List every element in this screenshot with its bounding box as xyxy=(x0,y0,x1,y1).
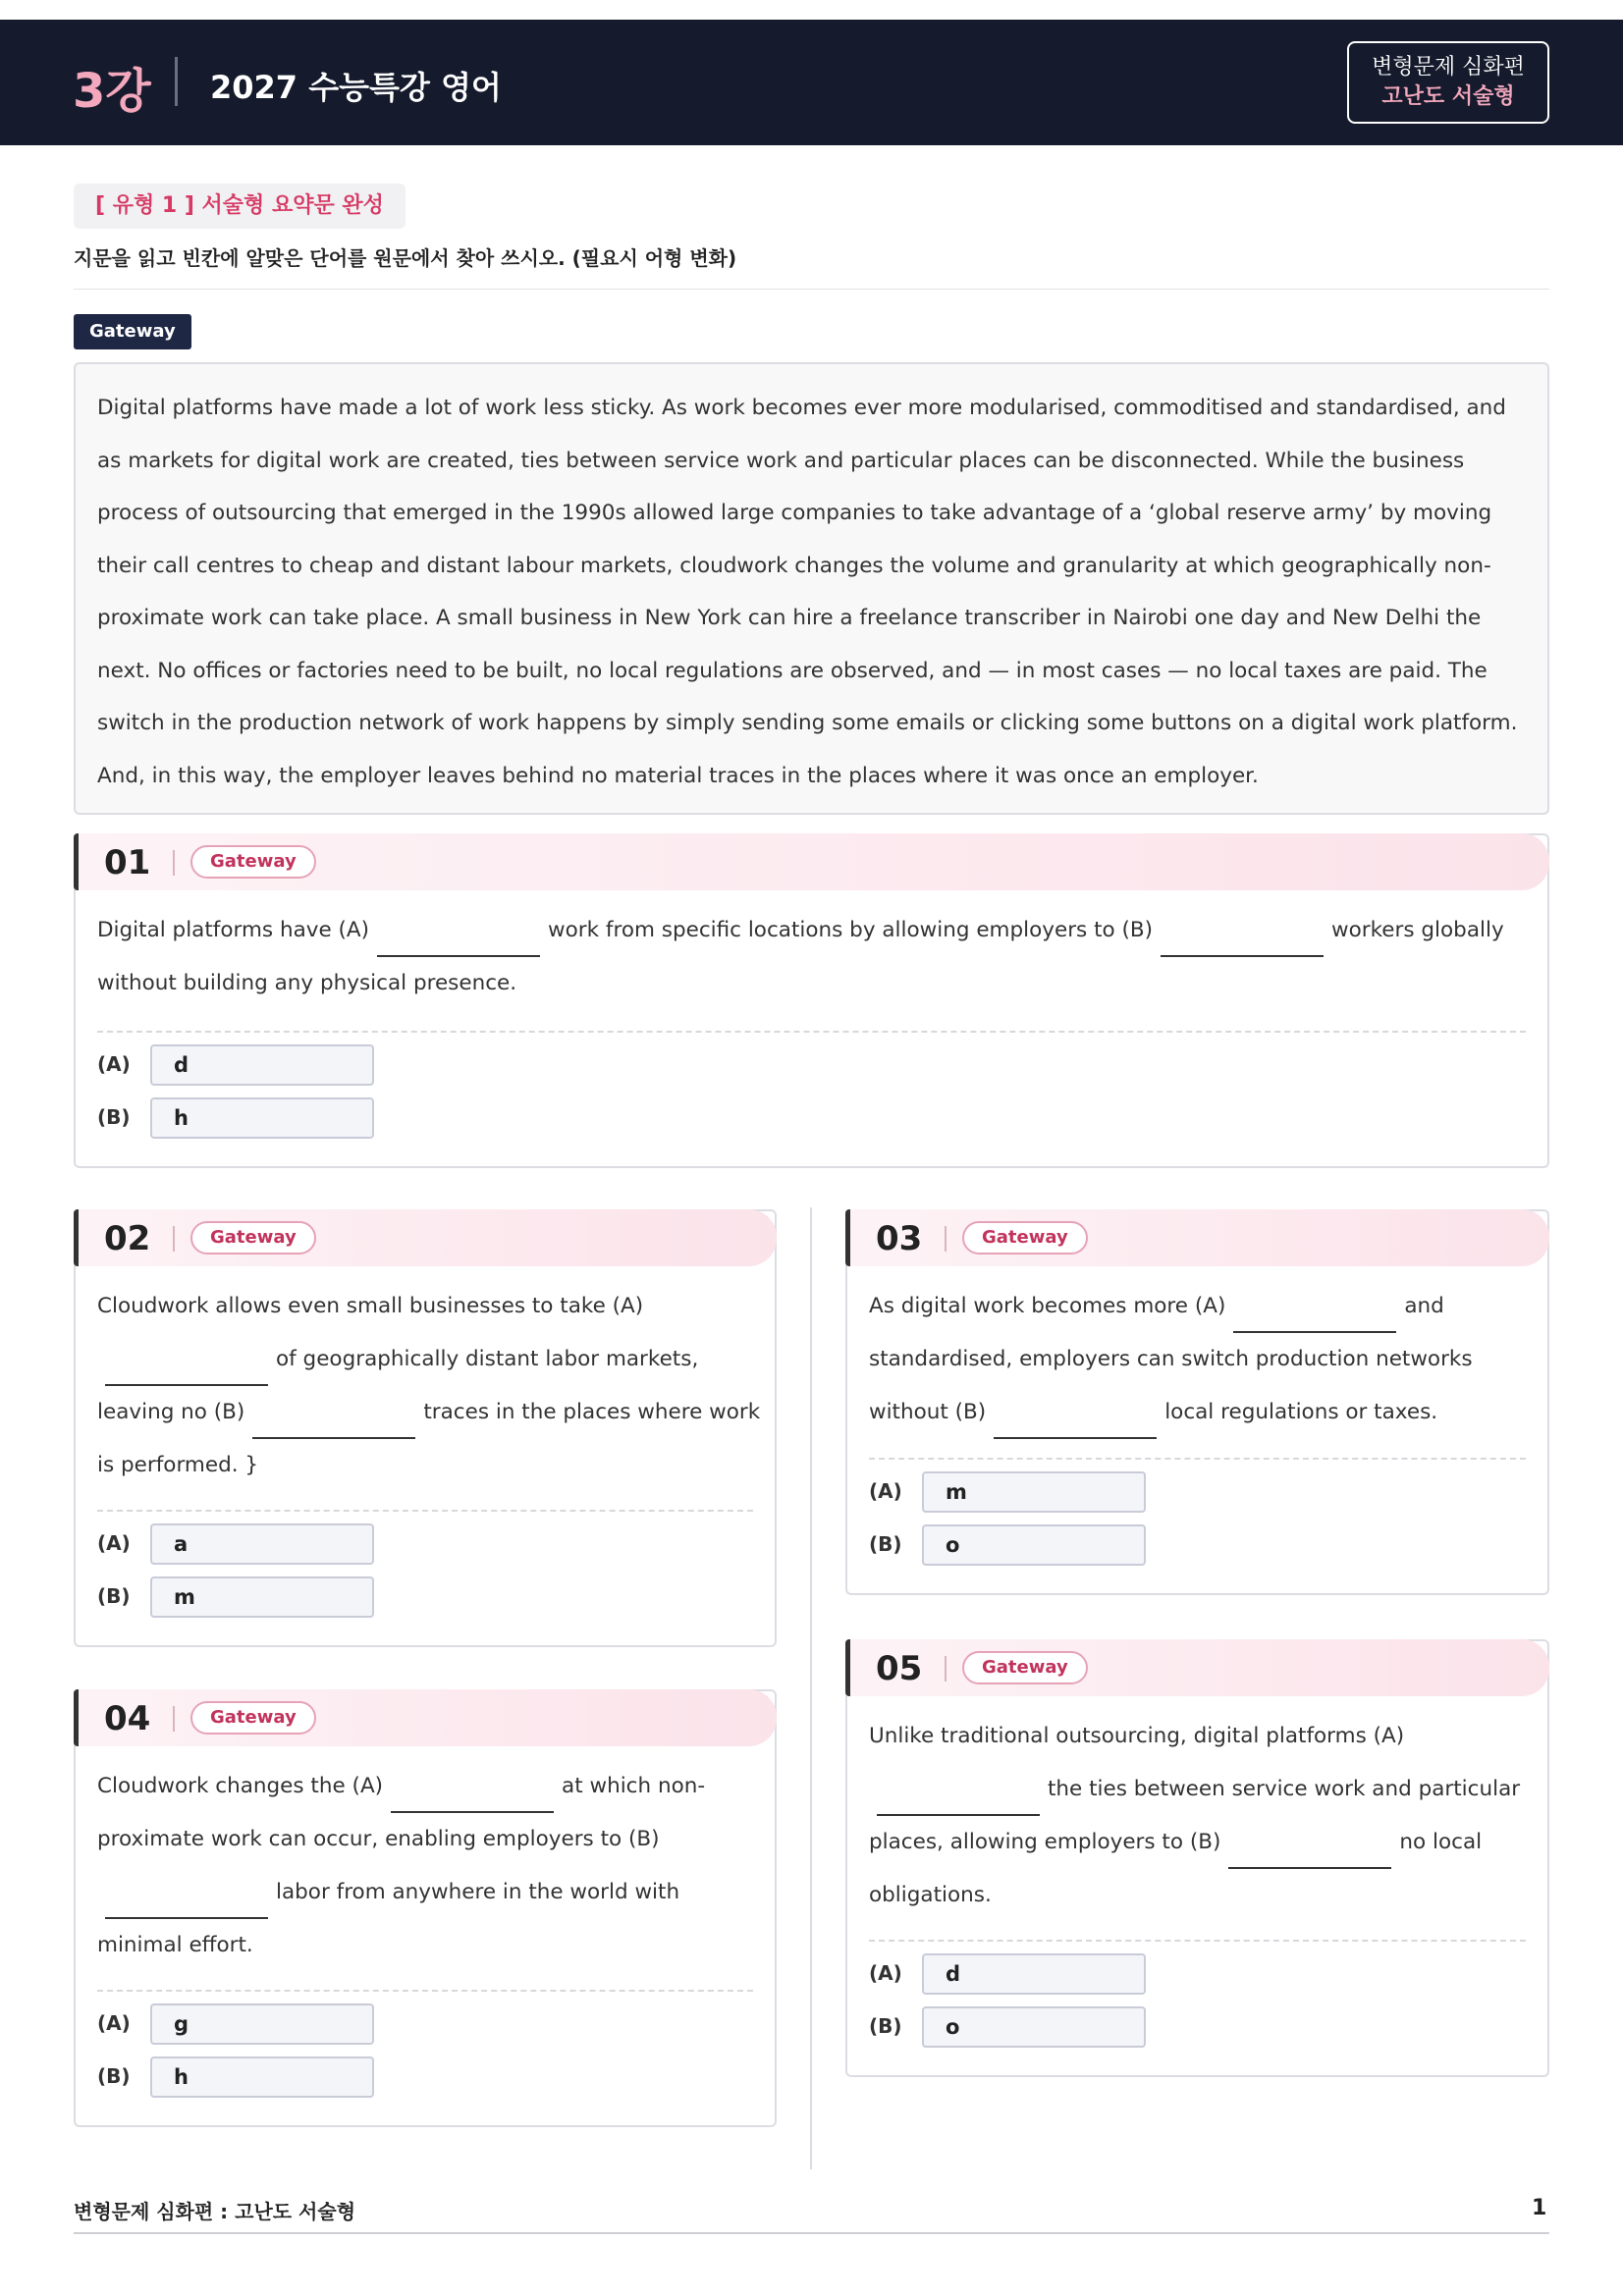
instruction-divider xyxy=(74,289,1549,290)
answer-label-b: (B) xyxy=(97,1584,131,1608)
question-divider xyxy=(945,1226,947,1252)
summary-sentence: Cloudwork allows even small businesses to take (A)of geographically distant labor markets, leaving no (B) traces in the places where work is performed. } xyxy=(97,1294,761,1477)
footer-title: 변형문제 심화편 : 고난도 서술형 xyxy=(74,2200,356,2223)
blank-a xyxy=(377,916,540,957)
answer-label-a: (A) xyxy=(869,1479,902,1503)
summary-sentence xyxy=(97,904,1531,1010)
question-source-tag: Gateway xyxy=(190,845,316,879)
question-divider xyxy=(173,850,175,876)
edition-badge xyxy=(1347,41,1549,124)
question-divider xyxy=(945,1656,947,1682)
answer-label-b: (B) xyxy=(869,2014,902,2038)
answer-label-a: (A) xyxy=(869,1961,902,1985)
summary-text-part1: As digital work becomes more (A) xyxy=(869,1294,1226,1318)
summary-sentence xyxy=(869,1710,1533,1922)
question-card-04 xyxy=(74,1689,777,2127)
answer-divider xyxy=(869,1940,1526,1942)
summary-text-part2: work from specific locations by allowing employers to (B) xyxy=(548,918,1154,942)
summary-text-part3: no local obligations. xyxy=(869,1830,1483,1907)
question-card-01 xyxy=(74,833,1549,1168)
question-type-label: [ 유형 1 ] 서술형 요약문 완성 xyxy=(74,184,406,229)
page-number: 1 xyxy=(1532,2196,1547,2220)
answer-input-b[interactable]: m xyxy=(150,1576,374,1618)
answer-input-a[interactable]: d xyxy=(150,1044,374,1086)
question-number: 02 xyxy=(104,1219,151,1258)
question-number: 03 xyxy=(876,1219,923,1258)
question-header xyxy=(74,1689,777,1746)
answer-input-a[interactable]: m xyxy=(922,1471,1146,1513)
answer-input-b[interactable]: h xyxy=(150,1097,374,1139)
instruction-text: 지문을 읽고 빈칸에 알맞은 단어를 원문에서 찾아 쓰시오. (필요시 어형 변화) xyxy=(74,246,737,270)
blank-b xyxy=(1228,1828,1391,1869)
question-card-03 xyxy=(845,1209,1549,1595)
blank-a xyxy=(1233,1292,1396,1333)
blank-b xyxy=(252,1398,415,1439)
answer-label-a: (A) xyxy=(97,2011,131,2035)
page-header xyxy=(0,20,1623,145)
answer-input-a[interactable]: g xyxy=(150,2003,374,2045)
summary-text-part2: the ties between service work and particular places, allowing employers to (B) xyxy=(869,1777,1521,1854)
summary-text-part1: Cloudwork allows even small businesses to take (A) xyxy=(97,1294,644,1318)
edition-badge-line2: 고난도 서술형 xyxy=(1381,84,1515,109)
answer-input-a[interactable]: d xyxy=(922,1953,1146,1995)
answer-input-b[interactable]: o xyxy=(922,1524,1146,1566)
summary-text-part2: at which non-proximate work can occur, enabling employers to (B) xyxy=(97,1774,706,1851)
question-divider xyxy=(173,1706,175,1732)
summary-text-part2: of geographically distant labor markets, leaving no (B) xyxy=(97,1347,699,1424)
summary-text-part3: labor from anywhere in the world with minimal effort. xyxy=(97,1880,680,1957)
blank-b xyxy=(105,1878,268,1919)
summary-text-part1: Unlike traditional outsourcing, digital platforms (A) xyxy=(869,1724,1405,1748)
question-source-tag: Gateway xyxy=(190,1701,316,1735)
answer-divider xyxy=(97,1031,1526,1033)
question-source-tag: Gateway xyxy=(962,1221,1088,1255)
question-header xyxy=(845,1639,1549,1696)
answer-label-a: (A) xyxy=(97,1531,131,1555)
summary-text-part1: Digital platforms have (A) xyxy=(97,918,370,942)
lesson-number: 3강 xyxy=(73,64,151,119)
column-divider xyxy=(810,1207,812,2169)
blank-b xyxy=(994,1398,1157,1439)
passage-source-tag: Gateway xyxy=(74,314,191,349)
summary-text-part1: Cloudwork changes the (A) xyxy=(97,1774,384,1798)
answer-input-a[interactable]: a xyxy=(150,1523,374,1565)
question-number: 04 xyxy=(104,1699,151,1738)
answer-divider xyxy=(97,1990,753,1992)
question-header xyxy=(74,833,1549,890)
question-source-tag: Gateway xyxy=(190,1221,316,1255)
answer-divider xyxy=(869,1458,1526,1460)
question-number: 05 xyxy=(876,1649,923,1688)
question-divider xyxy=(173,1226,175,1252)
summary-sentence xyxy=(869,1280,1533,1439)
blank-a xyxy=(877,1775,1040,1816)
answer-label-b: (B) xyxy=(97,2064,131,2088)
question-card-05 xyxy=(845,1639,1549,2077)
summary-text-part2: and standardised, employers can switch production networks without (B) xyxy=(869,1294,1473,1424)
summary-text-part3: workers globally without building any physical presence. xyxy=(97,918,1504,995)
summary-sentence xyxy=(97,1760,761,1972)
summary-text-part3: local regulations or taxes. xyxy=(1164,1400,1438,1424)
answer-divider xyxy=(97,1510,753,1512)
header-title: 2027 수능특강 영어 xyxy=(210,69,502,106)
reading-passage: Digital platforms have made a lot of work less sticky. As work becomes ever more modularised, commoditised and standardised, and as markets for digital work are created, ties between service work and particular places can be disconnected. While the business process of outsourcing that emerged in the 1990s allowed large companies to take advantage of a ‘global reserve army’ by moving their call centres to cheap and distant labour markets, cloudwork changes the volume and granularity at which geographically non-proximate work can take place. A small business in New York can hire a freelance transcriber in Nairobi one day and New Delhi the next. No offices or factories need to be built, no local regulations are observed, and — in most cases — no local taxes are paid. The switch in the production network of work happens by simply sending some emails or clicking some buttons on a digital work platform. And, in this way, the employer leaves behind no material traces in the places where it was once an employer. xyxy=(74,362,1549,815)
question-header xyxy=(845,1209,1549,1266)
question-card-02 xyxy=(74,1209,777,1647)
summary-text-part3: traces in the places where work is performed. xyxy=(97,1400,761,1477)
answer-label-a: (A) xyxy=(97,1052,131,1076)
answer-input-b[interactable]: h xyxy=(150,2056,374,2098)
edition-badge-line1: 변형문제 심화편 xyxy=(1372,55,1525,80)
blank-b xyxy=(1161,916,1324,957)
answer-input-b[interactable]: o xyxy=(922,2006,1146,2048)
question-source-tag: Gateway xyxy=(962,1651,1088,1684)
answer-label-b: (B) xyxy=(97,1105,131,1129)
header-divider xyxy=(175,57,178,106)
blank-a xyxy=(391,1772,554,1813)
question-number: 01 xyxy=(104,843,151,882)
question-header xyxy=(74,1209,777,1266)
answer-label-b: (B) xyxy=(869,1532,902,1556)
footer-divider xyxy=(74,2232,1549,2234)
blank-a xyxy=(105,1345,268,1386)
